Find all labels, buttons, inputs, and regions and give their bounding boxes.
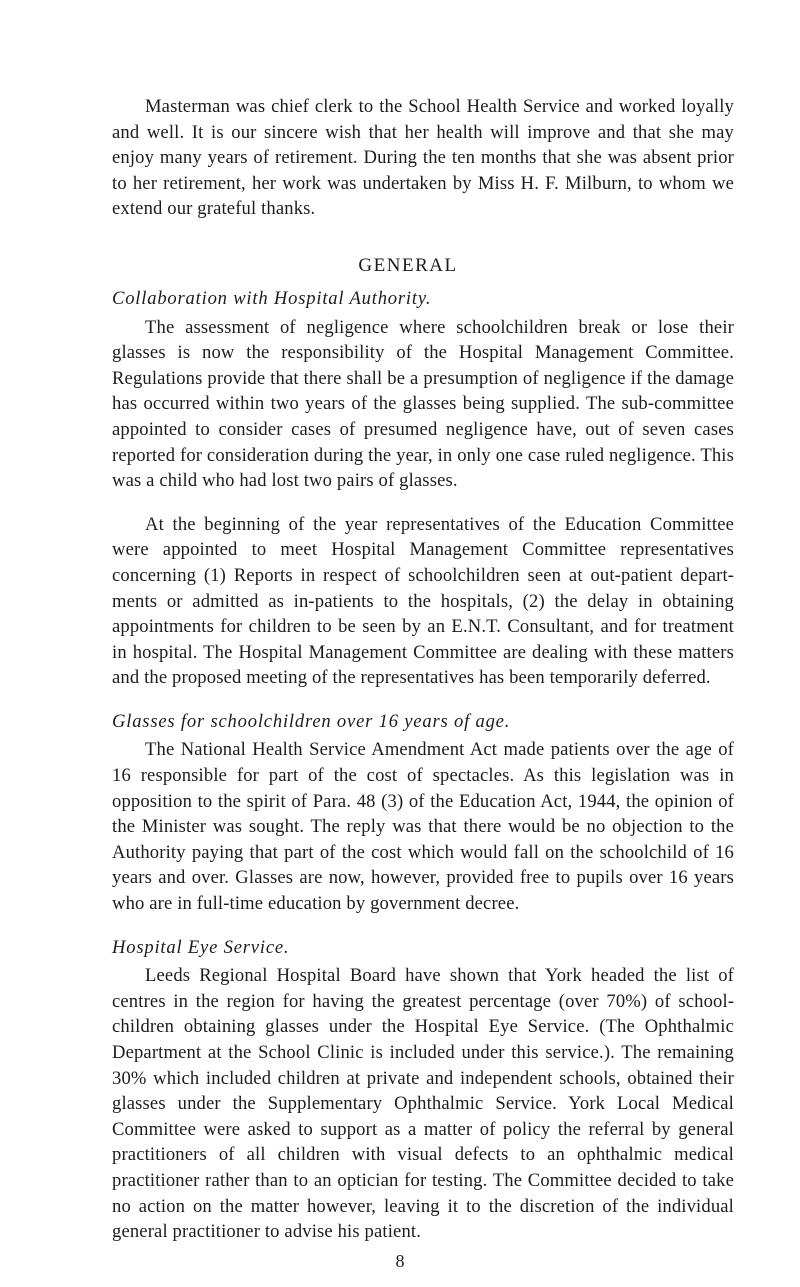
section-hospital-eye-service [112,935,734,1245]
section-glasses-over-16 [112,709,734,917]
paragraph-negligence: The assessment of negligence where schoolchildren break or lose their glasses is now the responsibility of the Hospital Management Committee. Regulations provide that there shall be a presumption of negligence if the damage has occurred within two years of the glasses being supplied. The sub-committee appointed to consider cases of presumed negligence have, out of seven cases reported for consideration during the year, in only one case ruled negligence. This was a child who had lost two pairs of glasses. [112,316,734,492]
section-collaboration [112,286,734,691]
intro-paragraph: Masterman was chief clerk to the School Health Service and worked loyally and well. It is our sincere wish that her health will improve and that she may enjoy many years of retirement. During the ten months that she was absent prior to her retirement, her work was undertaken by Miss H. F. Milburn, to whom we extend our grateful thanks. [112,96,734,220]
section-heading-general: GENERAL [358,254,458,276]
subheading-hospital-eye-service: Hospital Eye Service. [112,936,290,958]
document-page [112,94,734,1245]
subheading-glasses-over-16: Glasses for schoolchildren over 16 years of age. [112,710,511,732]
paragraph-representatives: At the beginning of the year representatives of the Education Committee were appointed to meet Hospital Management Committee representatives concerning (1) Reports in respect of schoolchildren seen at out-patient departments or admitted as in-patients to the hospitals, (2) the delay in obtaining appointments for children to be seen by an E.N.T. Consultant, and for treatment in hospital. The Hospital Management Committee are dealing with these matters and the proposed meeting of the representatives has been temporarily deferred. [112,513,734,689]
page-number: 8 [395,1251,405,1271]
paragraph-leeds-board: Leeds Regional Hospital Board have shown that York headed the list of centres in the region for having the greatest percentage (over 70%) of schoolchildren obtaining glasses under the Hospital Eye Service. (The Ophthalmic Department at the School Clinic is included under this service.). The remaining 30% which included children at private and independent schools, obtained their glasses under the Supplementary Ophthalmic Service. York Local Medical Committee were asked to support as a matter of policy the referral by general practitioners of all children with visual defects to an ophthalmic medical practitioner rather than to an optician for testing. The Committee decided to take no action on the matter however, leaving it to the discretion of the individual general practitioner to advise his patient. [112,965,734,1243]
subheading-collaboration: Collaboration with Hospital Authority. [112,287,432,309]
paragraph-amendment-act: The National Health Service Amendment Act made patients over the age of 16 responsible for part of the cost of spectacles. As this legislation was in opposition to the spirit of Para. 48 (3) of the Education Act, 1944, the opinion of the Minister was sought. The reply was that there would be no objection to the Authority paying that part of the cost which would fall on the schoolchild of 16 years and over. Glasses are now, however, provided free to pupils over 16 years who are in full-time education by government decree. [112,739,734,915]
